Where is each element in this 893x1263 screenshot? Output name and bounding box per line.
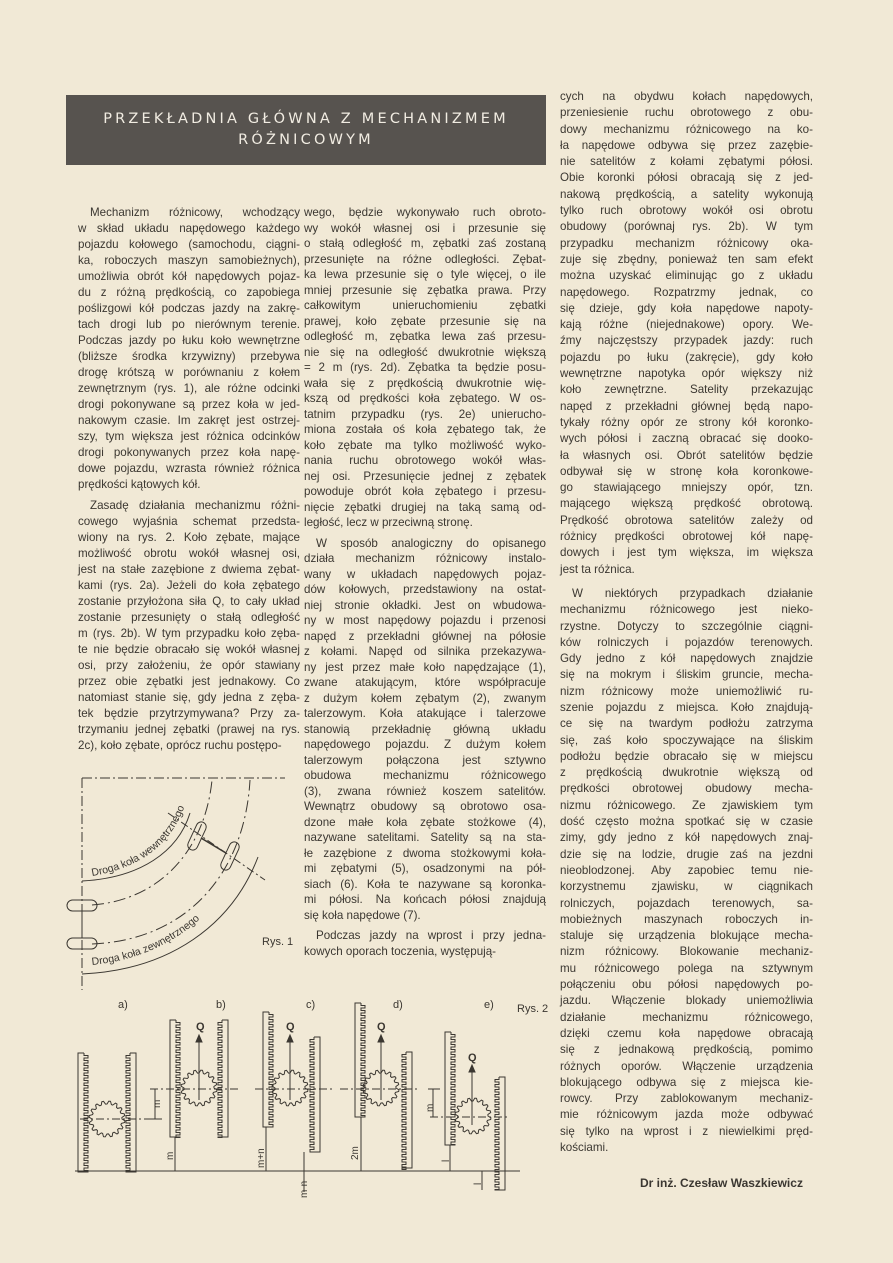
text-line: się z jednakową prędkością, pomimo bbox=[560, 1043, 813, 1057]
text-line: kowych oporach toczenia, występują- bbox=[304, 944, 497, 958]
text-line: kościami. bbox=[560, 1141, 609, 1154]
text-line: cych na obydwu kołach napędowych, bbox=[560, 90, 813, 103]
text-line: szy, tym większa jest różnica odcinków bbox=[78, 430, 300, 443]
inner-path-label: Droga koła wewnętrznego bbox=[90, 803, 188, 879]
text-line: tylko ruch obrotowy wokół osi obrotu bbox=[560, 204, 813, 218]
text-line: nizm różnicowy. Blokowanie mechaniz- bbox=[560, 945, 813, 959]
text-line: zimy, gdy jedno z kół napędowych znaj- bbox=[560, 831, 813, 845]
text-line: z prędkością dwukrotnie większą od bbox=[560, 766, 813, 780]
text-line: z dużym kołem zębatym (2), zwanym bbox=[304, 691, 546, 705]
text-line: koło zewnętrzne. Satelity przekazując bbox=[560, 383, 813, 397]
dim-label-m: m bbox=[152, 1099, 163, 1108]
text-line: nizm różnicowy może uniemożliwić ru- bbox=[560, 684, 813, 698]
figure-1-caption: Rys. 1 bbox=[262, 936, 294, 948]
text-line: (bliższe środka krzywizny) przebywa bbox=[78, 350, 300, 363]
rack-icon bbox=[78, 1053, 88, 1172]
text-line: go stawiającego mniejszy opór, tzn. bbox=[560, 481, 813, 495]
dim-label-m-plus-n: m+n bbox=[256, 1148, 267, 1168]
text-line: nazywane satelitami. Satelity są na sta- bbox=[304, 831, 546, 844]
text-line: wała się z prędkością dwukrotnie wię- bbox=[304, 376, 546, 390]
text-line: napędowego pojazdu. Z dużym kołem bbox=[304, 738, 546, 751]
text-line: = 2 m (rys. 2d). Zębatka ta będzie posu- bbox=[304, 361, 546, 374]
text-line: pojazdu po łuku (zakręcie), gdy koło bbox=[560, 350, 813, 364]
text-line: rolniczych, pojazdach terenowych, sa- bbox=[560, 896, 813, 910]
text-line: ce się na twardym podłożu zatrzyma bbox=[560, 717, 813, 731]
dim-label-m: m bbox=[165, 1151, 176, 1160]
text-line: nania ruchu obrotowego wokół włas- bbox=[304, 454, 546, 467]
paragraph bbox=[304, 928, 546, 959]
arrow-head-icon bbox=[378, 1035, 384, 1042]
rack-icon bbox=[126, 1053, 136, 1172]
author-signature: Dr inż. Czesław Waszkiewicz bbox=[640, 1176, 803, 1190]
text-line: o stałą odległość m, zębatki zaś zostaną bbox=[304, 237, 546, 250]
text-line: mie różnicowym jazda może odbywać bbox=[560, 1108, 813, 1122]
text-line: niej stronie okładki. Jest on wbudowa- bbox=[304, 598, 546, 612]
text-line: W sposób analogiczny do opisanego bbox=[316, 536, 546, 550]
text-line: mechanizmu różnicowego jest nieko- bbox=[560, 603, 813, 617]
text-line: talerzowym. Koła atakujące i talerzowe bbox=[304, 707, 546, 720]
text-line: ległość, lecz w przeciwną stronę. bbox=[304, 516, 473, 529]
text-line: się, zaś koło spoczywające na śliskim bbox=[560, 733, 813, 747]
text-line: łe zazębione z dwoma stożkowymi koła- bbox=[304, 846, 546, 860]
text-line: napędowego. Rozpatrzmy jednak, co bbox=[560, 285, 813, 299]
dim-label-2m: 2m bbox=[350, 1146, 361, 1160]
text-line: wany w układach napędowych pojaz- bbox=[304, 567, 546, 581]
text-line: się koła napędowe (7). bbox=[304, 908, 421, 922]
text-line: ka, roboczych maszyn samobieżnych), bbox=[78, 254, 300, 267]
text-line: 2c), koło zębate, oprócz ruchu postępo- bbox=[78, 739, 282, 752]
inner-dimension-arc bbox=[82, 813, 190, 881]
gear-icon bbox=[363, 1070, 399, 1106]
text-line: drogi pokonywanych przez koła napę- bbox=[78, 446, 300, 459]
text-line: zostanie przyłożona siła Q, to cały układ bbox=[78, 595, 300, 608]
text-line: ła napędowe odbywa się przez zazębie- bbox=[560, 138, 813, 152]
text-line: połączeniu obu półosi napędowych po- bbox=[560, 978, 813, 992]
wheel-icon bbox=[67, 900, 97, 911]
dim-label-l: l bbox=[441, 1159, 452, 1162]
text-line: kami (rys. 2a). Jeżeli do koła zębatego bbox=[78, 579, 300, 592]
text-line: ny jest przez małe koło napędzające (1), bbox=[304, 660, 546, 674]
text-line: Podczas jazdy po łuku koło wewnętrzne bbox=[78, 334, 300, 347]
force-label-b: Q bbox=[196, 1021, 205, 1033]
paragraph bbox=[560, 586, 813, 1156]
text-line: tatnim przypadku (rys. 2e) unierucho- bbox=[304, 407, 546, 421]
gear-icon bbox=[455, 1098, 491, 1134]
text-line: ny w most napędowy pojazdu i przenosi bbox=[304, 614, 546, 627]
text-line: mu różnicowego polega na sztywnym bbox=[560, 961, 813, 975]
text-line: można uzyskać eliminując go z układu bbox=[560, 269, 813, 283]
text-line: szenie pojazdu z miejsca. Koło znajdują- bbox=[560, 700, 813, 714]
gear-icon bbox=[181, 1070, 217, 1106]
text-line: Zasadę działania mechanizmu różni- bbox=[90, 499, 300, 512]
text-line: te nie będzie obracało się wokół własnej bbox=[78, 643, 300, 656]
text-line: talerzowym połączona jest sztywno bbox=[304, 753, 546, 767]
text-line: rzystne. Dotyczy to szczególnie ciągni- bbox=[560, 619, 813, 633]
text-line: Obie koronki półosi obracają się z jed- bbox=[560, 171, 813, 185]
text-line: nakową prędkością, a satelity wykonują bbox=[560, 187, 813, 201]
text-line: kszą od prędkości koła zębatego. W os- bbox=[304, 392, 546, 405]
text-line: w skład układu napędowego każdego bbox=[78, 222, 300, 235]
panel-label-c: c) bbox=[306, 999, 316, 1011]
text-line: źmy najczęstszy przypadek jazdy: ruch bbox=[560, 334, 813, 348]
rack-icon bbox=[355, 1003, 365, 1117]
outer-dimension-arc bbox=[82, 857, 258, 974]
text-line: Mechanizm różnicowy, wchodzący bbox=[90, 206, 300, 219]
text-line: z kołami. Napęd od silnika przekazywa- bbox=[304, 645, 546, 658]
figure-2-caption: Rys. 2 bbox=[517, 1003, 549, 1015]
text-line: prawej, koło zębate przesunie się na bbox=[304, 314, 546, 328]
text-line: dowy mechanizmu różnicowego na ko- bbox=[560, 122, 813, 136]
text-line: przesunięte na różne odległości. Zębat- bbox=[304, 252, 546, 266]
paragraph bbox=[78, 498, 300, 754]
text-line: nięcie zębatki drugiej na taką samą od- bbox=[304, 500, 546, 514]
text-line: napęd z przekładni głównej na półosie bbox=[304, 629, 546, 643]
text-line: (3), zwana również koszem satelitów. bbox=[304, 784, 546, 798]
outer-path-label: Droga koła zewnętrznego bbox=[91, 912, 202, 969]
text-line: wych półosi i zaczną obracać się dooko- bbox=[560, 432, 813, 446]
text-line: natomiast stanie się, gdy jedna z zęba- bbox=[78, 691, 300, 704]
text-line: zewnętrznym (rys. 1), ale różne odcinki bbox=[78, 382, 300, 395]
panel-label-b: b) bbox=[216, 999, 226, 1011]
text-line: nie się na odległość dwukrotnie większą bbox=[304, 345, 546, 359]
arrow-head-icon bbox=[469, 1065, 475, 1072]
text-line: mi zębatymi (5), osadzonymi na pół- bbox=[304, 862, 546, 875]
text-line: cowego wyjaśnia schemat przedsta- bbox=[78, 515, 300, 528]
panel-label-a: a) bbox=[118, 999, 128, 1011]
text-line: jazdu. Włączenie blokady uniemożliwia bbox=[560, 994, 813, 1008]
panel-label-d: d) bbox=[393, 999, 403, 1011]
text-line: dzięki czemu koła napędowe obracają bbox=[560, 1026, 813, 1040]
text-line: różnicy prędkości obrotowej kół napę- bbox=[560, 530, 813, 544]
text-line: zuje się zbędny, ponieważ ten sam efekt bbox=[560, 252, 813, 266]
text-line: prędkości obrotowej obudowy mecha- bbox=[560, 782, 813, 796]
paragraph bbox=[560, 89, 813, 578]
text-line: zostanie przesunięty o stałą odległość bbox=[78, 611, 300, 624]
text-line: wewnętrzne napotyka opór większy niż bbox=[560, 367, 813, 381]
text-line: nieoblodzonej. Aby zapobiec temu nie- bbox=[560, 863, 813, 877]
paragraph bbox=[304, 205, 546, 531]
text-line: trzymaniu jednej zębatki (prawej na rys. bbox=[78, 723, 300, 736]
text-line: nizmu różnicowego. Ze zjawiskiem tym bbox=[560, 798, 813, 812]
wheel-icon bbox=[219, 840, 241, 871]
text-column-3 bbox=[560, 89, 813, 1164]
text-line: poślizgowi kół podczas jazdy na zakrę- bbox=[78, 302, 300, 315]
text-line: się na mokrym i śliskim gruncie, mecha- bbox=[560, 668, 813, 682]
text-line: dów kołowych, przedstawiony na ostat- bbox=[304, 583, 546, 596]
rack-icon bbox=[495, 1077, 505, 1190]
article-title-line1: PRZEKŁADNIA GŁÓWNA Z MECHANIZMEM bbox=[103, 111, 509, 127]
text-line: obudowa mechanizmu różnicowego bbox=[304, 769, 546, 782]
text-line: tach drogi lub po nierównym terenie. bbox=[78, 318, 300, 331]
text-line: dowych i jest tym większa, im większa bbox=[560, 546, 813, 560]
rack-icon bbox=[263, 1012, 273, 1127]
dim-label-l: l bbox=[473, 1182, 484, 1185]
text-line: jest na stałe zazębione z dwiema zębat- bbox=[78, 563, 300, 576]
text-line: wy wokół własnej osi i przesunie się bbox=[304, 221, 546, 235]
wheel-icon bbox=[67, 938, 97, 949]
wheel-icon bbox=[186, 820, 208, 851]
text-line: napęd z przekładni głównej będą napo- bbox=[560, 399, 813, 413]
rack-icon bbox=[445, 1032, 455, 1145]
text-line: mniej przesunie się zębatka prawa. Przy bbox=[304, 283, 546, 297]
force-label-e: Q bbox=[468, 1052, 477, 1064]
text-line: dzie się na lodzie, drugie zaś na jezdni bbox=[560, 847, 813, 861]
text-line: pojazdu kołowego (samochodu, ciągni- bbox=[78, 238, 300, 251]
text-line: dość często można spotkać się w czasie bbox=[560, 815, 813, 829]
text-line: drogi pokonywane są przez koła w jed- bbox=[78, 398, 300, 411]
text-line: umożliwia obrót kół napędowych pojaz- bbox=[78, 270, 300, 283]
text-line: siach (6). Koła te nazywane są koronka- bbox=[304, 877, 546, 891]
text-line: Wewnątrz obudowy są obrotowo osa- bbox=[304, 800, 546, 813]
text-line: przeniesienie ruchu obrotowego z obu- bbox=[560, 106, 813, 120]
text-line: miona została oś koła zębatego tak, że bbox=[304, 423, 546, 436]
text-line: staluje się urządzenia blokujące mecha- bbox=[560, 929, 813, 943]
force-label-d: Q bbox=[377, 1021, 386, 1033]
text-line: odbywał się w stronę koła koronkowe- bbox=[560, 464, 813, 478]
text-line: korzystnemu zjawisku, w ciągnikach bbox=[560, 880, 813, 894]
text-line: blokującego odbywa się z miejsca kie- bbox=[560, 1075, 813, 1089]
text-line: mi półosi. Na końcach półosi znajdują bbox=[304, 893, 546, 906]
text-line: prędkości kątowych kół. bbox=[78, 478, 201, 491]
text-line: mającego większą prędkość obrotową. bbox=[560, 497, 813, 511]
text-line: się dzieje, gdy koła napędowe napoty- bbox=[560, 301, 813, 315]
text-line: ków rolniczych i pojazdów terenowych. bbox=[560, 635, 813, 649]
text-line: W niektórych przypadkach działanie bbox=[572, 586, 813, 600]
text-line: podłożu będzie obracało się w miejscu bbox=[560, 749, 813, 763]
arrow-head-icon bbox=[287, 1035, 293, 1042]
text-line: nakowym czasie. Im zakręt jest ostrzej- bbox=[78, 414, 300, 427]
text-line: Gdy jedno z kół napędowych znajdzie bbox=[560, 652, 813, 666]
text-line: działanie mechanizmu różnicowego, bbox=[560, 1010, 813, 1024]
text-line: odległość m, zębatka lewa zaś przesu- bbox=[304, 330, 546, 343]
text-line: powoduje obrót koła zębatego i przesu- bbox=[304, 485, 546, 498]
text-line: ka lewa przesunie się o tyle więcej, o ile bbox=[304, 268, 546, 281]
text-line: nie satelitów z kołami zębatymi półosi. bbox=[560, 155, 813, 169]
dim-label-m: m bbox=[425, 1103, 436, 1112]
text-line: du z różną prędkością, co zapobiega bbox=[78, 286, 300, 299]
text-line: ła własnych osi. Obrót satelitów będzie bbox=[560, 448, 813, 462]
text-line: wiony na rys. 2. Koło zębate, mające bbox=[78, 531, 300, 544]
text-line: jest ta różnica. bbox=[560, 562, 635, 576]
text-line: wego, będzie wykonywało ruch obroto- bbox=[304, 206, 546, 219]
paragraph bbox=[78, 205, 300, 493]
text-line: się tylko na wprost i z niewielkimi pręd- bbox=[560, 1124, 813, 1138]
force-label-c: Q bbox=[286, 1021, 295, 1033]
text-line: tek będzie przytrzymywana? Przy za- bbox=[78, 707, 300, 720]
arrow-head-icon bbox=[196, 1035, 202, 1042]
text-line: działa mechanizm różnicowy instalo- bbox=[304, 552, 546, 565]
text-line: możliwość obrotu wokół własnej osi, bbox=[78, 547, 300, 560]
article-title-line2: RÓŻNICOWYM bbox=[238, 132, 374, 148]
rack-icon bbox=[218, 1020, 228, 1138]
text-column-1 bbox=[78, 205, 300, 759]
rack-icon bbox=[310, 1037, 320, 1152]
text-line: przypadku mechanizm różnicowy oka- bbox=[560, 236, 813, 250]
panel-label-e: e) bbox=[484, 999, 494, 1011]
text-line: rowcy. Przy zablokowanym mechaniz- bbox=[560, 1092, 813, 1106]
article-title-banner bbox=[66, 95, 546, 165]
text-line: dzone małe koła zębate stożkowe (4), bbox=[304, 815, 546, 829]
text-line: zwane atakującym, które współpracuje bbox=[304, 676, 546, 689]
text-line: obudowy (porównaj rys. 2b). W tym bbox=[560, 220, 813, 234]
gear-icon bbox=[272, 1070, 308, 1106]
text-line: przez obie zębatki jest jednakowy. Co bbox=[78, 675, 300, 688]
text-line: mobieżnych maszynach roboczych in- bbox=[560, 912, 813, 926]
text-line: m (rys. 2b). W tym przypadku koło zęba- bbox=[78, 627, 300, 640]
text-line: Prędkość obrotowa satelitów zależy od bbox=[560, 513, 813, 527]
text-line: kają różne (niejednakowe) opory. We- bbox=[560, 318, 813, 332]
text-line: stanowią przekładnię główną układu bbox=[304, 722, 546, 736]
text-line: tykały różny opór ze strony kół koronko- bbox=[560, 415, 813, 429]
text-line: dowe pojazdu, wzrasta również różnica bbox=[78, 462, 300, 475]
text-column-2 bbox=[304, 205, 546, 964]
text-line: osi, przy założeniu, że opór stawiany bbox=[78, 659, 300, 672]
text-line: drogę krótszą w porównaniu z kołem bbox=[78, 366, 300, 379]
text-line: koło zębate ma tylko możliwość wyko- bbox=[304, 438, 546, 452]
dim-label-m-minus-n: m-n bbox=[299, 1180, 310, 1198]
paragraph bbox=[304, 536, 546, 924]
text-line: Podczas jazdy na wprost i przy jedna- bbox=[316, 929, 546, 942]
gear-icon bbox=[89, 1101, 125, 1137]
rack-icon bbox=[170, 1020, 180, 1138]
text-line: różnych oporów. Włączenie urządzenia bbox=[560, 1059, 813, 1073]
text-line: nej osi. Przesunięcie jednej z zębatek bbox=[304, 469, 546, 483]
rack-icon bbox=[402, 1052, 412, 1170]
text-line: całkowitym unieruchomieniu zębatki bbox=[304, 299, 546, 312]
